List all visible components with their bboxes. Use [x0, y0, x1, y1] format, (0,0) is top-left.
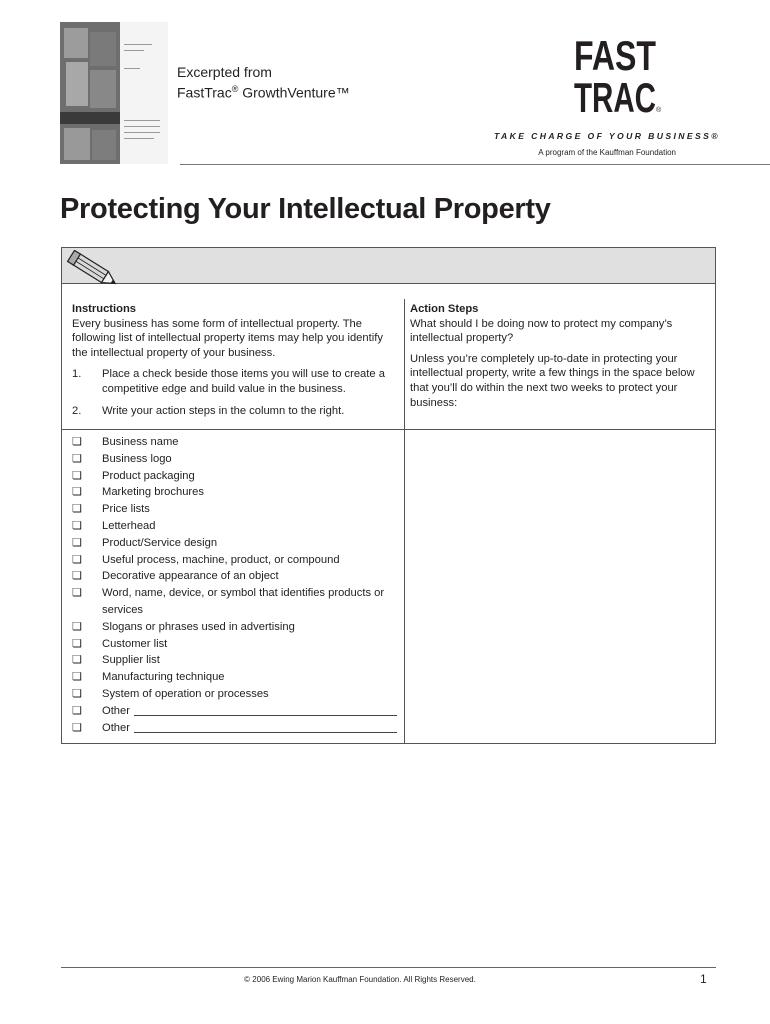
pencil-icon	[64, 250, 124, 294]
action-steps-writing-area[interactable]	[406, 431, 714, 742]
checklist-label: Decorative appearance of an object	[102, 570, 279, 583]
logo-text-trac: TRAC	[574, 74, 656, 121]
checkbox-icon[interactable]: ❏	[72, 637, 82, 650]
ip-checklist	[72, 434, 397, 736]
action-steps-heading: Action Steps	[410, 303, 479, 315]
excerpt-line2	[177, 81, 350, 102]
instruction-step	[72, 367, 394, 396]
row-divider	[62, 429, 715, 430]
checklist-label: System of operation or processes	[102, 687, 269, 700]
copyright-notice: © 2006 Ewing Marion Kauffman Foundation. All Rights Reserved.	[244, 975, 476, 984]
instructions-section	[72, 302, 394, 418]
program-credit: A program of the Kauffman Foundation	[538, 148, 676, 157]
tagline: TAKE CHARGE OF YOUR BUSINESS®	[493, 131, 720, 141]
checklist-label: Marketing brochures	[102, 486, 204, 499]
registered-mark: ®	[231, 84, 239, 94]
checklist-label: Other	[102, 704, 130, 717]
other-fill-in-line[interactable]	[134, 720, 397, 733]
checklist-item	[72, 585, 397, 619]
worksheet-header-band	[62, 248, 715, 284]
checklist-label: Word, name, device, or symbol that identifies products or services	[102, 587, 385, 616]
checklist-label: Letterhead	[102, 519, 156, 532]
page-title: Protecting Your Intellectual Property	[60, 193, 551, 225]
checklist-item	[72, 518, 397, 535]
instructions-heading: Instructions	[72, 303, 137, 315]
checkbox-icon[interactable]: ❏	[72, 436, 82, 448]
checklist-item	[72, 535, 397, 552]
checkbox-icon[interactable]: ❏	[72, 452, 82, 465]
action-steps-prompt: Unless you’re completely up-to-date in protecting your intellectual property, write a few things in the space below that you’ll do within the next two weeks to protect your business:	[410, 352, 695, 409]
checklist-item	[72, 501, 397, 518]
excerpt-product: GrowthVenture™	[238, 84, 350, 101]
checklist-label: Supplier list	[102, 654, 160, 667]
step-text: Write your action steps in the column to the right.	[102, 404, 345, 417]
checklist-item	[72, 552, 397, 569]
checkbox-icon[interactable]: ❏	[72, 587, 82, 600]
checklist-item	[72, 703, 397, 720]
checklist-label: Product/Service design	[102, 536, 218, 549]
instruction-step	[72, 404, 394, 419]
other-fill-in-line[interactable]	[134, 703, 397, 716]
instructions-intro: Every business has some form of intellectual property. The following list of intellectual property items may help you identify the intellectual property of your business.	[72, 317, 383, 359]
checklist-item	[72, 636, 397, 653]
checkbox-icon[interactable]: ❏	[72, 553, 82, 566]
checkbox-icon[interactable]: ❏	[72, 486, 82, 499]
step-number: 1.	[72, 368, 82, 381]
checklist-item	[72, 652, 397, 669]
column-divider	[404, 299, 405, 743]
checkbox-icon[interactable]: ❏	[72, 721, 82, 734]
action-steps-section	[410, 302, 710, 410]
checklist-label: Business name	[102, 436, 179, 448]
excerpt-line1: Excerpted from	[177, 64, 272, 80]
checklist-item	[72, 484, 397, 501]
excerpt-brand: FastTrac	[177, 84, 232, 101]
checklist-item	[72, 669, 397, 686]
checkbox-icon[interactable]: ❏	[72, 654, 82, 667]
checkbox-icon[interactable]: ❏	[72, 519, 82, 532]
step-number: 2.	[72, 404, 82, 417]
step-text: Place a check beside those items you will use to create a competitive edge and build value in the business.	[102, 368, 385, 395]
checklist-label: Other	[102, 721, 130, 734]
fasttrac-logo	[572, 32, 662, 122]
checklist-label: Slogans or phrases used in advertising	[102, 620, 295, 633]
logo-text-fast: FAST	[574, 32, 657, 79]
checklist-item	[72, 720, 397, 737]
excerpt-note	[177, 64, 350, 102]
logo-registered-mark: ®	[656, 107, 662, 114]
checkbox-icon[interactable]: ❏	[72, 687, 82, 700]
footer-divider	[61, 967, 716, 968]
checkbox-icon[interactable]: ❏	[72, 570, 82, 583]
header-divider	[180, 164, 770, 165]
checklist-label: Useful process, machine, product, or compound	[102, 553, 340, 566]
checkbox-icon[interactable]: ❏	[72, 671, 82, 684]
checklist-label: Product packaging	[102, 469, 195, 482]
checkbox-icon[interactable]: ❏	[72, 503, 82, 516]
checklist-item	[72, 451, 397, 468]
checklist-label: Price lists	[102, 503, 150, 516]
checklist-label: Customer list	[102, 637, 168, 650]
checklist-item	[72, 619, 397, 636]
page-number: 1	[700, 972, 707, 986]
checklist-label: Manufacturing technique	[102, 671, 225, 684]
book-cover-image	[60, 22, 168, 164]
checkbox-icon[interactable]: ❏	[72, 620, 82, 633]
action-steps-question: What should I be doing now to protect my company’s intellectual property?	[410, 317, 673, 345]
checklist-item	[72, 434, 397, 451]
checklist-label: Business logo	[102, 452, 172, 465]
checklist-item	[72, 686, 397, 703]
checkbox-icon[interactable]: ❏	[72, 704, 82, 717]
checklist-item	[72, 468, 397, 485]
checkbox-icon[interactable]: ❏	[72, 536, 82, 549]
checkbox-icon[interactable]: ❏	[72, 469, 82, 482]
checklist-item	[72, 568, 397, 585]
